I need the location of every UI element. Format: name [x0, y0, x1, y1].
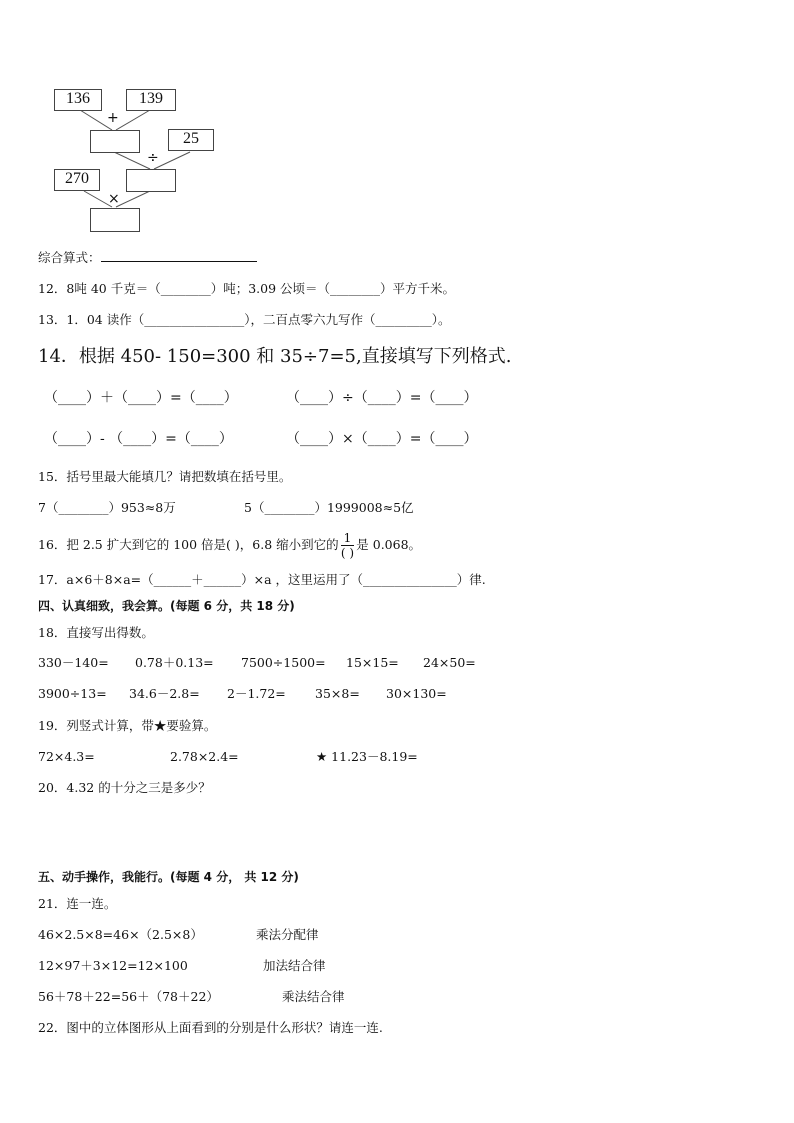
- q18-item[interactable]: 30×130=: [386, 686, 447, 701]
- q21-right-item[interactable]: 乘法分配律: [256, 927, 319, 942]
- q15-b[interactable]: 5（________）1999008≈5亿: [244, 500, 414, 515]
- box-product-blank[interactable]: [90, 208, 140, 232]
- box-25: 25: [168, 129, 214, 151]
- q14-row1-div[interactable]: （____）÷（____）=（____）: [286, 390, 478, 406]
- plus-sign: +: [107, 110, 119, 126]
- q21-left-item[interactable]: 46×2.5×8=46×（2.5×8）: [38, 927, 203, 942]
- q18-item[interactable]: 2－1.72=: [227, 686, 286, 701]
- q11-answer-blank[interactable]: [101, 249, 257, 262]
- q18-item[interactable]: 330－140=: [38, 655, 109, 670]
- multiply-sign: ×: [108, 191, 120, 207]
- q17: 17．a×6＋8×a=（______＋______）×a ，这里运用了（_______________）律.: [38, 572, 486, 587]
- fraction-denominator[interactable]: ( ): [340, 546, 355, 560]
- q14-row2-sub[interactable]: （____）- （____）=（____）: [44, 431, 233, 447]
- q18-item[interactable]: 15×15=: [346, 655, 399, 670]
- q12: 12．8吨 40 千克＝（________）吨；3.09 公顷＝（________）平方千米。: [38, 281, 456, 296]
- q14-row1-add[interactable]: （____）＋（____）=（____）: [44, 390, 238, 406]
- q15-a[interactable]: 7（________）953≈8万: [38, 500, 176, 515]
- q18-item[interactable]: 0.78＋0.13=: [135, 655, 214, 670]
- q16-fraction[interactable]: [341, 531, 355, 560]
- q15: 15．括号里最大能填几？请把数填在括号里。: [38, 469, 292, 484]
- q21-left-item[interactable]: 12×97＋3×12=12×100: [38, 958, 188, 973]
- q18-item[interactable]: 7500÷1500=: [241, 655, 326, 670]
- box-136: 136: [54, 89, 102, 111]
- box-quotient-blank[interactable]: [126, 169, 176, 192]
- box-sum-blank[interactable]: [90, 130, 140, 153]
- q18-item[interactable]: 24×50=: [423, 655, 476, 670]
- q22: 22．图中的立体图形从上面看到的分别是什么形状？请连一连.: [38, 1020, 383, 1035]
- q18-item[interactable]: 35×8=: [315, 686, 360, 701]
- fraction-numerator: 1: [341, 531, 355, 546]
- q19-item[interactable]: 72×4.3=: [38, 749, 95, 764]
- q21-right-item[interactable]: 加法结合律: [263, 958, 326, 973]
- q16-tail: 是 0.068。: [356, 537, 422, 552]
- q20: 20．4.32 的十分之三是多少？: [38, 780, 211, 795]
- q16: [38, 528, 421, 562]
- q21-left-item[interactable]: 56＋78＋22=56＋（78＋22）: [38, 989, 219, 1004]
- section-5-heading: 五、动手操作，我能行。(每题 4 分， 共 12 分): [38, 870, 299, 884]
- box-270: 270: [54, 169, 100, 191]
- q19-item[interactable]: 2.78×2.4=: [170, 749, 239, 764]
- q11-label: 综合算式：: [38, 250, 101, 265]
- q21-right-item[interactable]: 乘法结合律: [282, 989, 345, 1004]
- q19: 19．列竖式计算，带★要验算。: [38, 718, 217, 733]
- q13: 13．1．04 读作（________________），二百点零六九写作（_________）。: [38, 312, 451, 327]
- section-4-heading: 四、认真细致，我会算。(每题 6 分，共 18 分): [38, 599, 295, 613]
- q18: 18．直接写出得数。: [38, 625, 154, 640]
- q21: 21．连一连。: [38, 896, 117, 911]
- box-139: 139: [126, 89, 176, 111]
- q18-item[interactable]: 34.6－2.8=: [129, 686, 200, 701]
- q14: 14．根据 450- 150=300 和 35÷7=5,直接填写下列格式.: [38, 346, 512, 367]
- q11-formula-line: [38, 249, 257, 267]
- q19-item[interactable]: ★ 11.23－8.19=: [316, 749, 418, 764]
- q16-text: 16．把 2.5 扩大到它的 100 倍是( )，6.8 缩小到它的: [38, 537, 339, 552]
- calculation-diagram: [50, 86, 210, 236]
- q14-row2-mul[interactable]: （____）×（____）=（____）: [286, 431, 478, 447]
- divide-sign: ÷: [147, 150, 159, 166]
- q18-item[interactable]: 3900÷13=: [38, 686, 107, 701]
